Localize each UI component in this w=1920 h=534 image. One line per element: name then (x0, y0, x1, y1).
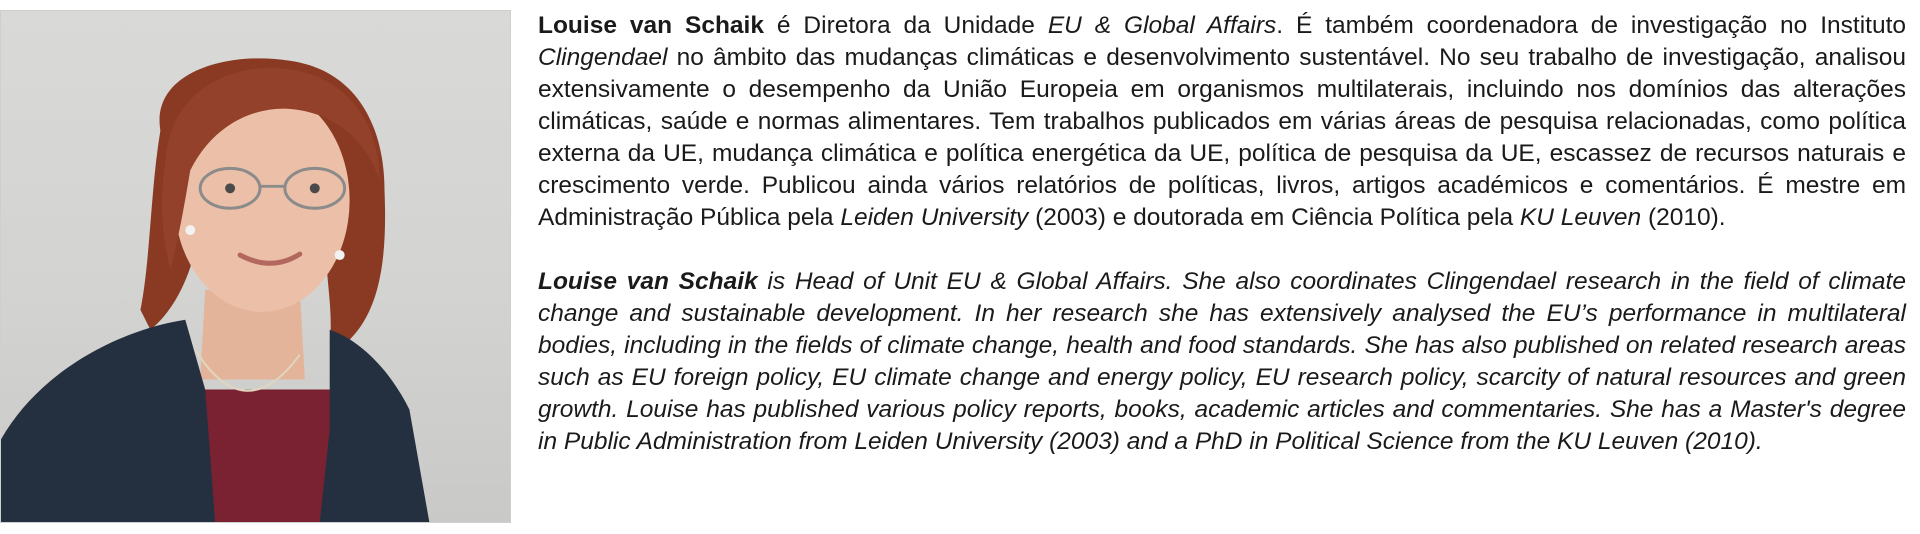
jacket-right (320, 330, 430, 522)
bio-pt-name: Louise van Schaik (538, 12, 764, 39)
portrait-photo (0, 10, 511, 523)
jacket-left (1, 320, 215, 522)
bio-en-name: Louise van Schaik (538, 268, 758, 295)
bio-portuguese: Louise van Schaik é Diretora da Unidade EU & Global Affairs. É também coordenadora de investigação no Instituto Clingendael no âmbito das mudanças climáticas e desenvolvimento sustentável. No seu trabalho de investigação, analisou extensivamente o desempenho da União Europeia em organismos multilaterais, incluindo nos domínios das alterações climáticas, saúde e normas alimentares. Tem trabalhos publicados em várias áreas de pesquisa relacionadas, como política externa da UE, mudança climática e política energética da UE, política de pesquisa da UE, escassez de recursos naturais e crescimento verde. Publicou ainda vários relatórios de políticas, livros, artigos académicos e comentários. É mestre em Administração Pública pela Leiden University (2003) e doutorada em Ciência Política pela KU Leuven (2010). (538, 12, 1906, 231)
bio-text (538, 10, 1906, 458)
portrait-illustration (1, 11, 510, 522)
bio-english: Louise van Schaik is Head of Unit EU & Global Affairs. She also coordinates Clingendael research in the field of climate change and sustainable development. In her research she has extensively analysed the EU’s performance in multilateral bodies, including in the fields of climate change, health and food standards. She has also published on related research areas such as EU foreign policy, EU climate change and energy policy, EU research policy, scarcity of natural resources and green growth. Louise has published various policy reports, books, academic articles and commentaries. She has a Master's degree in Public Administration from Leiden University (2003) and a PhD in Political Science from the KU Leuven (2010). (538, 268, 1906, 455)
